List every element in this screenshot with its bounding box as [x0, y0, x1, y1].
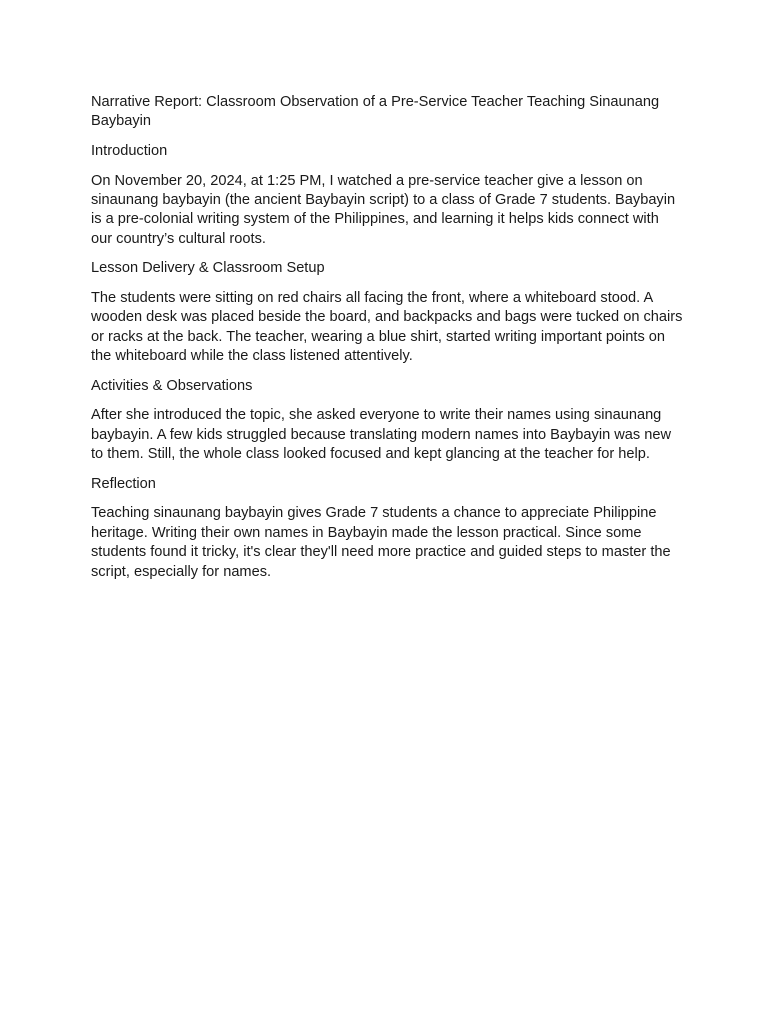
section-heading-lesson-delivery: Lesson Delivery & Classroom Setup — [91, 260, 325, 277]
section-paragraph-reflection: Teaching sinaunang baybayin gives Grade 7 students a chance to appreciate Philippine heritage. Writing their own names in Baybayin made the lesson practical. Since some students found it tricky, it's clear they'll need more practice and guided steps to master the script, especially for names. — [91, 505, 671, 580]
section-heading-introduction: Introduction — [91, 143, 168, 159]
section-paragraph-introduction: On November 20, 2024, at 1:25 PM, I watched a pre-service teacher give a lesson on sinaunang baybayin (the ancient Baybayin script) to a class of Grade 7 students. Baybayin is a pre-colonial writing system of the Philippines, and learning it helps kids connect with our country’s cultural roots. — [91, 172, 676, 247]
section-heading-activities: Activities & Observations — [91, 377, 253, 394]
section-paragraph-lesson-delivery: The students were sitting on red chairs all facing the front, where a whiteboard stood. A wooden desk was placed beside the board, and backpacks and bags were tucked on chairs or racks at the back. The teacher, wearing a blue shirt, started writing important points on the whiteboard while the class listened attentively. — [91, 290, 683, 365]
document-body — [91, 93, 683, 592]
section-heading-reflection: Reflection — [91, 475, 156, 492]
document-title: Narrative Report: Classroom Observation of a Pre-Service Teacher Teaching Sinaunang Baybayin — [91, 94, 660, 130]
section-paragraph-activities: After she introduced the topic, she asked everyone to write their names using sinaunang baybayin. A few kids struggled because translating modern names into Baybayin was new to them. Still, the whole class looked focused and kept glancing at the teacher for help. — [91, 407, 672, 463]
